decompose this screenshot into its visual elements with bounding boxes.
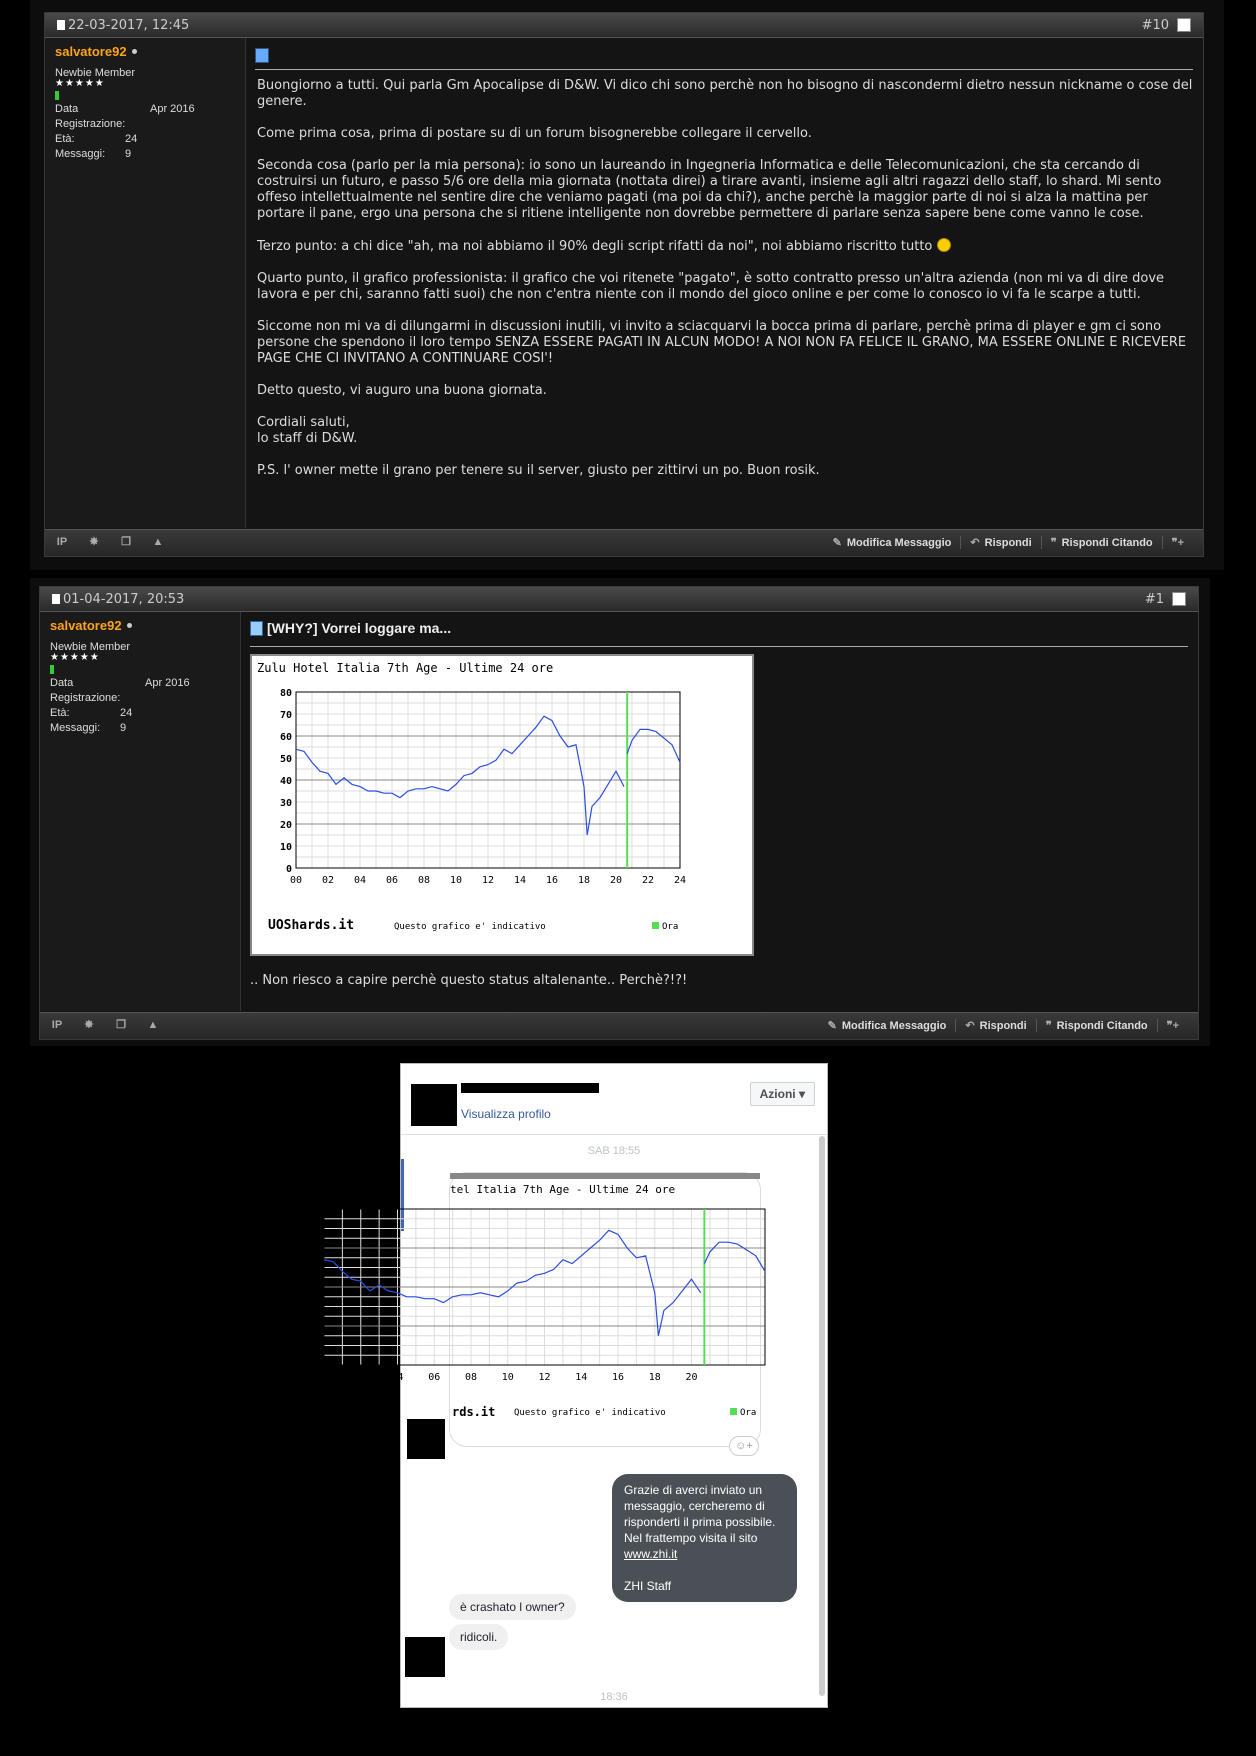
multiquote-icon: ❞+ — [1166, 1020, 1179, 1032]
post-number[interactable]: #1 — [1144, 592, 1164, 607]
multiquote-button[interactable] — [1157, 1019, 1188, 1032]
quote-icon: ❞ — [1045, 1020, 1052, 1032]
x-tick-label: 20 — [609, 875, 623, 886]
legend-swatch — [652, 922, 659, 929]
quote-icon: ❞ — [1050, 537, 1057, 549]
paragraph: Terzo punto: a chi dice "ah, ma noi abbiamo il 90% degli script rifatti da noi", noi abbiamo riscritto tutto — [257, 238, 1193, 255]
divider — [250, 646, 1188, 647]
offline-dot-icon — [132, 49, 137, 54]
user-info — [40, 612, 241, 1011]
x-tick-label: 06 — [428, 1372, 441, 1383]
x-tick-label: 08 — [417, 875, 431, 886]
timestamp: SAB 18:55 — [587, 1145, 641, 1157]
y-tick-label: 10 — [279, 842, 292, 853]
reply-line: risponderti il prima possibile. — [624, 1515, 776, 1529]
doc-icon — [57, 20, 65, 30]
y-tick-label: 40 — [279, 776, 292, 787]
thumb-chart-note: Questo grafico e' indicativo — [514, 1408, 666, 1418]
post-number[interactable]: #10 — [1141, 18, 1169, 33]
x-tick-label: 18 — [577, 875, 591, 886]
quote-button[interactable]: ❞ Rispondi Citando — [1041, 536, 1162, 549]
multiquote-button[interactable] — [1162, 536, 1193, 549]
post-header — [45, 13, 1203, 38]
paragraph: Cordiali saluti, lo staff di D&W. — [257, 415, 358, 446]
thumb-chart-title: tel Italia 7th Age - Ultime 24 ore — [450, 1183, 676, 1196]
paragraph: Quarto punto, il grafico professionista: il grafico che voi ritenete "pagato", è sotto contratto presso un'altra azienda (non mi va di dire dove lavora e per chi, saranno fatti suoi) che non c'entra niente con il mondo del gioco online e per come lo conosco io vi fa le scarpe a tutti. — [257, 271, 1165, 302]
age-label: Età: — [55, 133, 75, 145]
report-star-icon[interactable]: ✸ — [84, 1019, 94, 1031]
post-footer — [45, 529, 1203, 556]
post-date: 22-03-2017, 12:45 — [57, 18, 189, 33]
report-star-icon[interactable]: ✸ — [89, 536, 99, 548]
post-icon — [255, 48, 269, 63]
select-checkbox[interactable] — [1177, 18, 1191, 32]
reputation-bar — [50, 665, 54, 674]
sender-avatar[interactable] — [405, 1637, 445, 1677]
post-content — [240, 612, 1198, 1011]
page-icon — [250, 621, 263, 636]
x-tick-label: 08 — [464, 1372, 478, 1383]
message-bubble: è crashato l owner? — [449, 1594, 576, 1620]
user-info — [45, 38, 246, 528]
x-tick-label: 12 — [538, 1372, 551, 1383]
messages-value: 9 — [120, 722, 127, 734]
edit-button[interactable]: ✎ Modifica Messaggio — [827, 1019, 947, 1032]
post-content — [245, 38, 1203, 528]
x-tick-label: 18 — [648, 1372, 661, 1383]
x-tick-label: 06 — [385, 875, 399, 886]
actions-dropdown[interactable]: Azioni ▾ — [750, 1082, 815, 1106]
chevron-down-icon: ▾ — [798, 1087, 805, 1101]
post-date: 01-04-2017, 20:53 — [52, 592, 184, 607]
post-body: .. Non riesco a capire perchè questo status altalenante.. Perchè?!?! — [250, 973, 688, 988]
post-body — [257, 78, 1193, 495]
focus-indicator — [401, 1159, 404, 1231]
quote-button[interactable]: ❞ Rispondi Citando — [1036, 1019, 1157, 1032]
site-link[interactable]: www.zhi.it — [624, 1547, 678, 1561]
y-tick-label: 50 — [279, 754, 292, 765]
sender-avatar[interactable] — [407, 1419, 445, 1459]
scrollbar[interactable] — [819, 1136, 825, 1696]
paragraph: Seconda cosa (parlo per la mia persona): io sono un laureando in Ingegneria Informatica e delle Telecomunicazioni, che sta cercando di costruirsi un futuro, e passo 5/6 ore della mia giornata (nottata direi) a tirare avanti, insieme agli altri ragazzi dello staff, lo shard. Mi sento offeso intellettualmente nel sentire dire che veniamo pagati (ma poi da chi?), anche perchè la maggior parte di noi si alza la mattina per portare il pane, ergo una persona che si ritiene intelligente non dovrebbe permettere di parlare senza sapere bene come vanno le cose. — [257, 158, 1162, 221]
post-title: [WHY?] Vorrei loggare ma... — [250, 620, 451, 636]
user-rank: Newbie Member — [55, 67, 136, 79]
reg-label: Data Registrazione: — [50, 677, 121, 704]
edit-button[interactable]: ✎ Modifica Messaggio — [832, 536, 952, 549]
timestamp: 18:36 — [600, 1691, 628, 1703]
reg-value: Apr 2016 — [150, 103, 195, 115]
ip-icon[interactable]: IP — [56, 536, 68, 548]
x-tick-label: 02 — [354, 1372, 367, 1383]
x-tick-label: 04 — [353, 875, 367, 886]
rank-stars: ★★★★★ — [55, 78, 105, 89]
reply-line: messaggio, cercheremo di — [624, 1499, 765, 1513]
avatar[interactable] — [411, 1084, 457, 1126]
age-value: 24 — [125, 133, 138, 145]
divider — [255, 69, 1193, 70]
status-chart — [250, 654, 754, 956]
x-tick-label: 10 — [501, 1372, 514, 1383]
messages-label: Messaggi: — [55, 148, 106, 160]
reply-button[interactable]: ↶ Rispondi — [960, 536, 1040, 549]
chart-title: Zulu Hotel Italia 7th Age - Ultime 24 ore — [257, 661, 554, 675]
reputation-icon[interactable]: ❐ — [121, 536, 131, 548]
age-value: 24 — [120, 707, 133, 719]
chart-legend-now: Ora — [652, 922, 678, 932]
x-tick-label: 14 — [513, 875, 527, 886]
ip-icon[interactable]: IP — [51, 1019, 63, 1031]
rank-stars: ★★★★★ — [50, 652, 100, 663]
doc-icon — [52, 594, 60, 604]
post-footer — [40, 1012, 1198, 1039]
username[interactable]: salvatore92 — [50, 618, 132, 633]
reg-label: Data Registrazione: — [55, 103, 126, 130]
paragraph: Come prima cosa, prima di postare su di un forum bisognerebbe collegare il cervello. — [257, 126, 812, 141]
x-tick-label: 14 — [575, 1372, 588, 1383]
smile-icon — [937, 238, 951, 252]
reply-arrow-icon: ↶ — [965, 1020, 975, 1032]
x-tick-label: 16 — [545, 875, 559, 886]
warning-icon[interactable]: ▲ — [152, 536, 164, 548]
reg-value: Apr 2016 — [145, 677, 190, 689]
multiquote-icon: ❞+ — [1171, 537, 1184, 549]
select-checkbox[interactable] — [1172, 592, 1186, 606]
messages-label: Messaggi: — [50, 722, 101, 734]
thumb-site-label: rds.it — [452, 1405, 496, 1419]
legend-swatch — [730, 1408, 737, 1415]
image-message[interactable] — [354, 1172, 761, 1447]
age-label: Età: — [50, 707, 70, 719]
x-tick-label: 24 — [673, 875, 687, 886]
thumb-chart-plot — [354, 1173, 760, 1446]
paragraph: Siccome non mi va di dilungarmi in discussioni inutili, vi invito a sciacquarvi la bocca prima di parlare, perchè prima di player e gm ci sono persone che spendono il loro tempo SENZA ESSERE PAGATI IN ALCUN MODO! A NOI NON FA FELICE IL GRANO, MA ESSERE ONLINE E RICEVERE PAGE CHE CI INVITANO A CONTINUARE COSI'! — [257, 319, 1187, 366]
post-1 — [44, 12, 1204, 557]
y-tick-label: 20 — [279, 820, 292, 831]
y-tick-label: 30 — [279, 798, 292, 809]
thumb-legend-now: Ora — [730, 1408, 756, 1418]
chart-note: Questo grafico e' indicativo — [394, 922, 546, 932]
username[interactable]: salvatore92 — [55, 44, 137, 59]
pencil-icon: ✎ — [832, 537, 842, 549]
chart-plot — [252, 656, 752, 954]
contact-name-redacted[interactable] — [461, 1083, 599, 1093]
chat-header — [401, 1064, 827, 1135]
auto-reply-bubble — [612, 1474, 797, 1602]
x-tick-label: 12 — [481, 875, 495, 886]
y-tick-label: 70 — [279, 710, 292, 721]
paragraph: Buongiorno a tutti. Qui parla Gm Apocalipse di D&W. Vi dico chi sono perchè non ho bisogno di nascondermi dietro nessun nickname o cose del genere. — [257, 78, 1193, 109]
x-tick-label: 04 — [391, 1372, 404, 1383]
pencil-icon: ✎ — [827, 1020, 837, 1032]
x-tick-label: 22 — [641, 875, 655, 886]
y-tick-label: 0 — [285, 864, 292, 875]
post-header — [40, 587, 1198, 612]
paragraph: Detto questo, vi auguro una buona giornata. — [257, 383, 547, 398]
y-tick-label: 80 — [279, 688, 292, 699]
user-rank: Newbie Member — [50, 641, 131, 653]
reply-signature: ZHI Staff — [624, 1579, 672, 1593]
user-details — [55, 102, 195, 162]
y-tick-label: 60 — [279, 732, 292, 743]
offline-dot-icon — [127, 623, 132, 628]
user-details — [50, 676, 190, 736]
view-profile-link[interactable]: Visualizza profilo — [461, 1107, 551, 1121]
reply-line: Nel frattempo visita il sito — [624, 1531, 758, 1545]
x-tick-label: 20 — [685, 1372, 698, 1383]
chart-site-label: UOShards.it — [268, 918, 355, 933]
messenger-window — [354, 1063, 828, 1708]
message-bubble: ridicoli. — [449, 1624, 508, 1650]
reaction-icon[interactable]: ☺+ — [729, 1436, 759, 1456]
x-tick-label: 02 — [321, 875, 335, 886]
reputation-icon[interactable]: ❐ — [116, 1019, 126, 1031]
reputation-bar — [55, 91, 59, 100]
reply-button[interactable]: ↶ Rispondi — [955, 1019, 1035, 1032]
paragraph: P.S. l' owner mette il grano per tenere su il server, giusto per zittirvi un po. Buon rosik. — [257, 463, 820, 478]
messages-value: 9 — [125, 148, 132, 160]
warning-icon[interactable]: ▲ — [147, 1019, 159, 1031]
x-tick-label: 00 — [289, 875, 303, 886]
x-tick-label: 16 — [611, 1372, 625, 1383]
reply-arrow-icon: ↶ — [970, 537, 980, 549]
post-2 — [39, 586, 1199, 1040]
reply-line: Grazie di averci inviato un — [624, 1483, 763, 1497]
x-tick-label: 10 — [449, 875, 463, 886]
